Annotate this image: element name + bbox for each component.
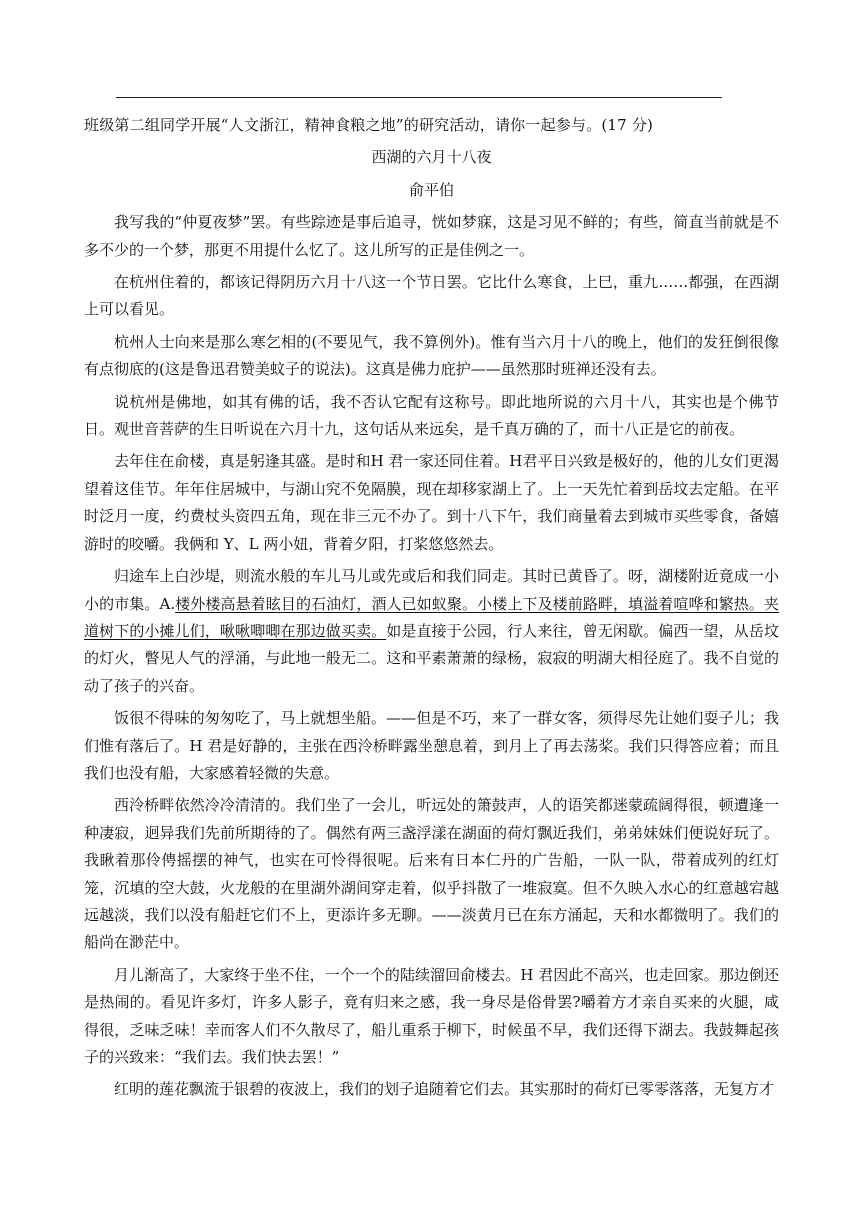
paragraph-10: 红明的莲花飘流于银碧的夜波上，我们的划子追随着它们去。其实那时的荷灯已零零落落，无复方才 xyxy=(114,1080,775,1099)
essay-author: 俞平伯 xyxy=(408,180,454,199)
paragraph-8: 西泠桥畔依然冷冷清清的。我们坐了一会儿，听远处的箫鼓声，人的语笑都迷蒙疏阔得很，顿遭逢一种凄寂，迥异我们先前所期待的了。偶然有两三盏浮漾在湖面的荷灯飘近我们，弟弟妹妹们便说好玩了。我瞅着那伶俜摇摆的神气，也实在可怜得很呢。后来有日本仁丹的广告船，一队一队，带着成列的红灯笼，沉填的空大鼓，火龙般的在里湖外湖间穿走着，似乎抖散了一堆寂寞。但不久映入水心的红意越宕越远越淡，我们以没有船赶它们不上，更添许多无聊。——淡黄月已在东方涌起，天和水都微明了。我们的船尚在渺茫中。 xyxy=(84,796,779,952)
essay-title: 西湖的六月十八夜 xyxy=(371,148,492,167)
paragraph-2: 在杭州住着的，都该记得阴历六月十八这一个节日罢。它比什么寒食，上巳，重九……都强，在西湖上可以看见。 xyxy=(84,273,779,319)
paragraph-6-after: 如是直接于公园，行人来往，曾无闲歇。偏西一望，从岳坟的灯火，瞥见人气的浮涌，与此地一般无二。这和平素萧萧的绿杨，寂寂的明湖大相径庭了。我不自觉的动了孩子的兴奋。 xyxy=(84,621,779,695)
paragraph-1: 我写我的“仲夏夜梦”罢。有些踪迹是事后追寻，恍如梦寐，这是习见不鲜的；有些，简直当前就是不多不少的一个梦，那更不用提什么忆了。这儿所写的正是佳例之一。 xyxy=(84,213,779,259)
paragraph-5: 去年住在俞楼，真是躬逢其盛。是时和H 君一家还同住着。H君平日兴致是极好的，他的儿女们更渴望着这佳节。年年住居城中，与湖山究不免隔膜，现在却移家湖上了。上一天先忙着到岳坟去定船。在平时泛月一度，约费杖头资四五角，现在非三元不办了。到十八下午，我们商量着去到城市买些零食，备嬉游时的咬嚼。我俩和 Y、L 两小妞，背着夕阳，打桨悠悠然去。 xyxy=(84,452,779,553)
paragraph-7: 饭很不得味的匆匆吃了，马上就想坐船。——但是不巧，来了一群女客，须得尽先让她们耍子儿；我们惟有落后了。H 君是好静的，主张在西泠桥畔露坐憩息着，到月上了再去荡桨。我们只得答应着；而且我们也没有船，大家感着轻微的失意。 xyxy=(84,709,779,782)
underlined-sentence-a: 楼外楼高悬着眩目的石油灯，酒人已如蚁聚。小楼上下及楼前路畔，填溢着喧哗和繁热。夹道树下的小摊儿们，啾啾唧唧在那边做买卖。 xyxy=(84,594,779,640)
paragraph-9: 月儿渐高了，大家终于坐不住，一个一个的陆续溜回俞楼去。H 君因此不高兴，也走回家。那边倒还是热闹的。看见许多灯，许多人影子，竟有归来之感，我一身尽是俗骨罢?嚼着方才亲自买来的火腿，咸得很，乏味乏味！幸而客人们不久散尽了，船儿重系于柳下，时候虽不早，我们还得下湖去。我鼓舞起孩子的兴致来：“我们去。我们快去罢！” xyxy=(84,965,779,1066)
paragraph-3: 杭州人士向来是那么寒乞相的(不要见气，我不算例外)。惟有当六月十八的晚上，他们的发狂倒很像有点彻底的(这是鲁迅君赞美蚊子的说法)。这真是佛力庇护——虽然那时班禅还没有去。 xyxy=(84,332,779,379)
question-intro: 班级第二组同学开展“人文浙江，精神食粮之地”的研究活动，请你一起参与。(17 分) xyxy=(84,116,654,134)
paragraph-6-before: 归途车上白沙堤，则流水般的车儿马儿或先或后和我们同走。其时已黄昏了。呀，湖楼附近竟成一小小的市集。A. xyxy=(84,567,779,613)
paragraph-4: 说杭州是佛地，如其有佛的话，我不否认它配有这称号。即此地所说的六月十八，其实也是个佛节日。观世音菩萨的生日听说在六月十九，这句话从来远矣，是千真万确的了，而十八正是它的前夜。 xyxy=(84,392,779,439)
header-rule xyxy=(116,97,722,98)
paragraph-6 xyxy=(84,563,779,700)
document-body xyxy=(84,112,779,1109)
